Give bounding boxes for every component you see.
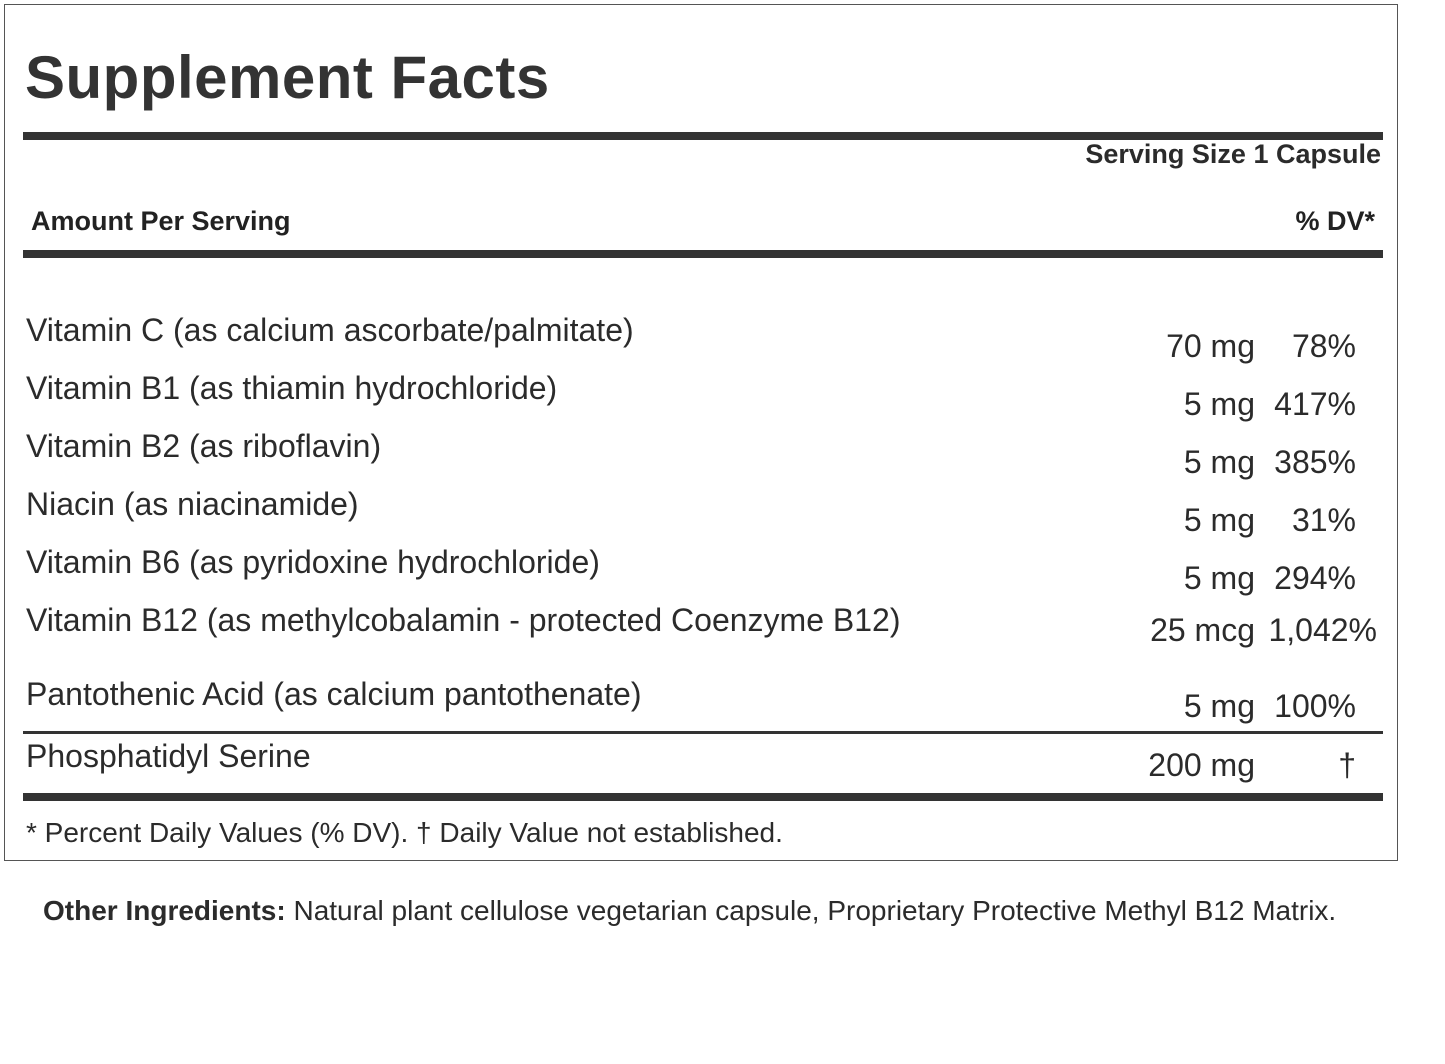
bottom-divider xyxy=(23,793,1383,801)
nutrient-amount: 200 mg xyxy=(1148,747,1255,783)
nutrient-amount: 5 mg xyxy=(1183,444,1255,480)
nutrient-dv: 100% xyxy=(1274,688,1356,724)
nutrient-amount: 5 mg xyxy=(1183,560,1255,596)
nutrient-name: Vitamin B6 (as pyridoxine hydrochloride) xyxy=(26,544,600,580)
nutrient-dv: 385% xyxy=(1274,444,1356,480)
nutrient-dv: 1,042% xyxy=(1268,612,1377,648)
nutrient-name: Vitamin B2 (as riboflavin) xyxy=(26,428,382,464)
nutrient-name: Vitamin B1 (as thiamin hydrochloride) xyxy=(26,370,558,406)
nutrient-amount: 5 mg xyxy=(1183,386,1255,422)
nutrient-dv: 78% xyxy=(1291,328,1356,364)
nutrient-amount: 25 mcg xyxy=(1150,612,1255,648)
nutrient-name: Phosphatidyl Serine xyxy=(26,738,311,774)
panel-title: Supplement Facts xyxy=(25,44,550,111)
dv-header: % DV* xyxy=(1295,206,1375,236)
nutrient-dv: 294% xyxy=(1274,560,1356,596)
nutrient-dv: 31% xyxy=(1291,502,1356,538)
nutrient-name: Vitamin C (as calcium ascorbate/palmitate) xyxy=(26,312,634,348)
header-divider xyxy=(23,250,1383,258)
dagger-mark: † xyxy=(1338,747,1356,783)
nutrient-name: Vitamin B12 (as methylcobalamin - protected Coenzyme B12) xyxy=(26,602,901,638)
other-ingredients-text: Natural plant cellulose vegetarian capsule, Proprietary Protective Methyl B12 Matrix. xyxy=(293,895,1337,926)
nutrient-name: Pantothenic Acid (as calcium pantothenate) xyxy=(26,676,642,712)
nutrient-divider xyxy=(23,731,1383,734)
nutrient-amount: 5 mg xyxy=(1183,502,1255,538)
nutrient-amount: 70 mg xyxy=(1166,328,1255,364)
serving-size: Serving Size 1 Capsule xyxy=(1085,139,1381,169)
nutrient-name: Niacin (as niacinamide) xyxy=(26,486,359,522)
footnote: * Percent Daily Values (% DV). † Daily Value not established. xyxy=(26,817,783,848)
nutrient-amount: 5 mg xyxy=(1183,688,1255,724)
other-ingredients xyxy=(43,888,1373,934)
amount-per-serving-header: Amount Per Serving xyxy=(31,206,291,236)
supplement-facts-panel xyxy=(4,4,1398,861)
nutrient-dv: 417% xyxy=(1274,386,1356,422)
other-ingredients-label: Other Ingredients: xyxy=(43,895,286,926)
